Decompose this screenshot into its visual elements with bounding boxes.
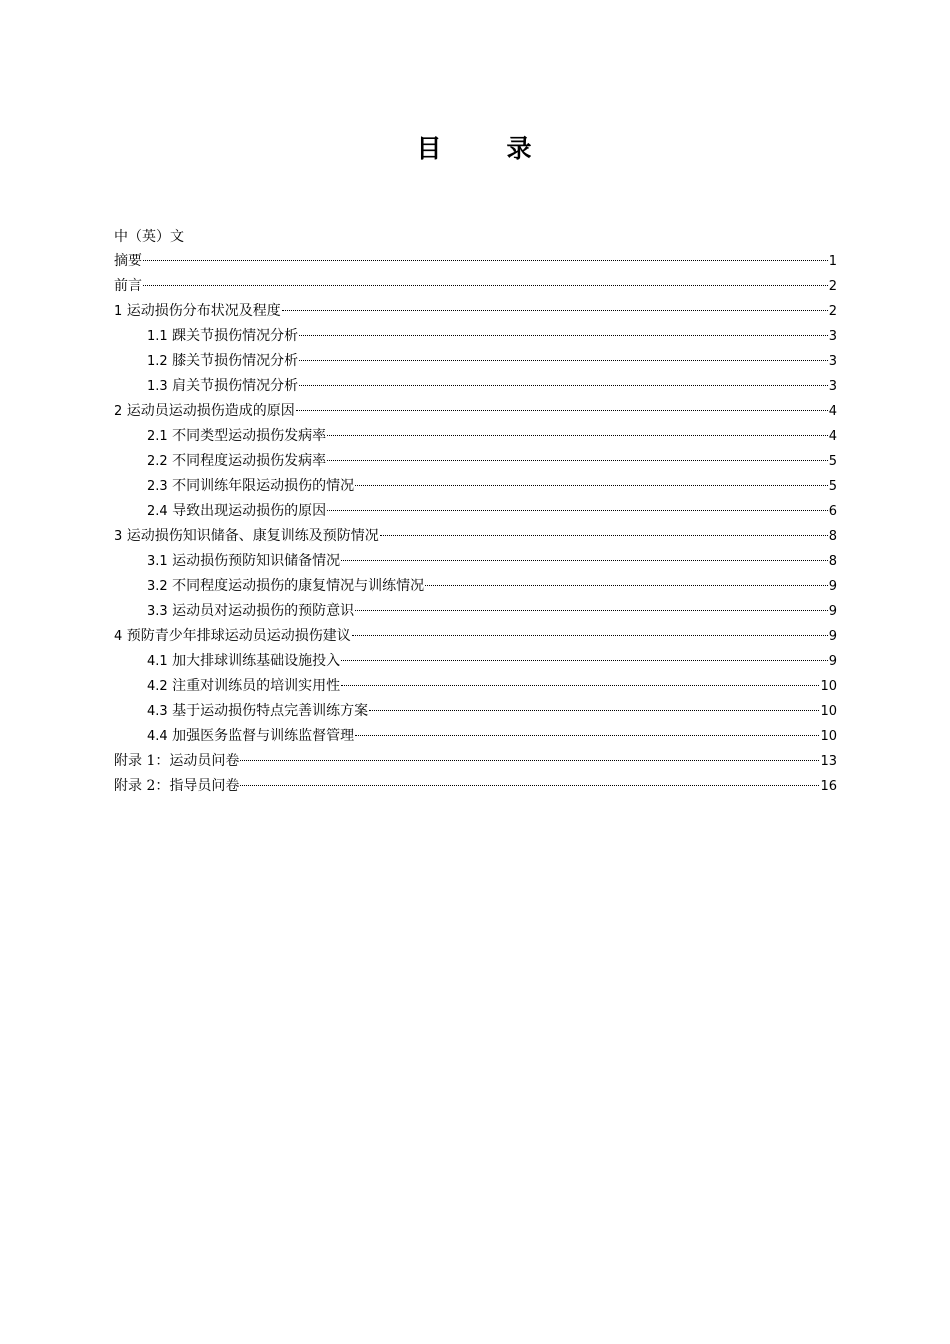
toc-entry-title: 摘要	[114, 253, 142, 269]
toc-entry-title: 加强医务监督与训练监督管理	[172, 728, 355, 744]
toc-dot-leader	[341, 660, 828, 661]
toc-page-number: 5	[828, 479, 837, 494]
toc-page-number: 1	[828, 254, 837, 269]
toc-dot-leader	[355, 610, 828, 611]
toc-entry-number: 2.2	[147, 454, 168, 469]
toc-entry-label	[147, 574, 424, 599]
toc-entry-label	[147, 724, 354, 749]
toc-entry[interactable]	[114, 674, 837, 699]
toc-entry-number: 3	[114, 529, 123, 544]
toc-entry-number: 3.1	[147, 554, 168, 569]
toc-entry[interactable]	[114, 349, 837, 374]
toc-entry[interactable]	[114, 749, 837, 774]
toc-entry-number: 4	[114, 629, 123, 644]
toc-dot-leader	[240, 785, 819, 786]
toc-entry[interactable]	[114, 249, 837, 274]
toc-page-number: 2	[828, 279, 837, 294]
toc-entry-label	[114, 249, 142, 274]
toc-entry[interactable]	[114, 724, 837, 749]
toc-dot-leader	[296, 410, 828, 411]
toc-page-number: 6	[828, 504, 837, 519]
toc-entry[interactable]	[114, 474, 837, 499]
toc-entry[interactable]	[114, 399, 837, 424]
toc-entry-label	[114, 399, 295, 424]
toc-entry-label	[147, 699, 368, 724]
toc-entry-title: 不同程度运动损伤发病率	[172, 453, 327, 469]
toc-entry-title: 预防青少年排球运动员运动损伤建议	[126, 628, 351, 644]
toc-dot-leader	[425, 585, 828, 586]
toc-dot-leader	[341, 560, 828, 561]
language-note: 中（英）文	[114, 229, 184, 245]
toc-entry-number: 3.3	[147, 604, 168, 619]
toc-entry-number: 4.4	[147, 729, 168, 744]
toc-entry-label	[147, 599, 354, 624]
toc-page-number: 8	[828, 554, 837, 569]
toc-dot-leader	[355, 735, 819, 736]
toc-entry-number: 2.1	[147, 429, 168, 444]
toc-entry-number: 1	[114, 304, 123, 319]
toc-dot-leader	[327, 435, 828, 436]
toc-page-number: 9	[828, 604, 837, 619]
toc-entry[interactable]	[114, 524, 837, 549]
toc-entry-label	[147, 324, 298, 349]
toc-entry-title: 运动损伤预防知识储备情况	[172, 553, 341, 569]
toc-entry[interactable]	[114, 599, 837, 624]
toc-entry-label	[114, 749, 239, 774]
toc-entry-label	[147, 424, 326, 449]
toc-page-number: 3	[828, 354, 837, 369]
toc-dot-leader	[327, 510, 828, 511]
toc-dot-leader	[355, 485, 828, 486]
toc-entry[interactable]	[114, 324, 837, 349]
toc-entry-title: 运动员运动损伤造成的原因	[126, 403, 295, 419]
toc-entry-number: 2.3	[147, 479, 168, 494]
toc-entry-number: 4.2	[147, 679, 168, 694]
toc-dot-leader	[143, 260, 828, 261]
toc-entry[interactable]	[114, 774, 837, 799]
page-title: 目 录	[416, 134, 552, 163]
toc-page-number: 16	[820, 779, 837, 794]
toc-entry-title: 附录 1：运动员问卷	[114, 753, 240, 769]
toc-entry-title: 注重对训练员的培训实用性	[172, 678, 341, 694]
toc-entry-title: 运动损伤知识储备、康复训练及预防情况	[126, 528, 379, 544]
toc-entry[interactable]	[114, 624, 837, 649]
toc-entry-title: 不同训练年限运动损伤的情况	[172, 478, 355, 494]
toc-page-number: 9	[828, 579, 837, 594]
toc-page-number: 2	[828, 304, 837, 319]
toc-dot-leader	[380, 535, 828, 536]
toc-entry-label	[147, 674, 340, 699]
toc-dot-leader	[282, 310, 828, 311]
toc-entry-title: 运动损伤分布状况及程度	[126, 303, 281, 319]
toc-dot-leader	[240, 760, 819, 761]
toc-entry-title: 前言	[114, 278, 142, 294]
toc-entry-label	[114, 624, 351, 649]
toc-entry-label	[114, 299, 281, 324]
toc-page-number: 5	[828, 454, 837, 469]
toc-entry-title: 不同类型运动损伤发病率	[172, 428, 327, 444]
toc-entry-number: 1.1	[147, 329, 168, 344]
toc-page-number: 10	[820, 729, 837, 744]
toc-entry-title: 导致出现运动损伤的原因	[172, 503, 327, 519]
toc-entry-title: 基于运动损伤特点完善训练方案	[172, 703, 369, 719]
toc-dot-leader	[299, 360, 828, 361]
toc-entry-title: 不同程度运动损伤的康复情况与训练情况	[172, 578, 425, 594]
toc-entry[interactable]	[114, 449, 837, 474]
toc-entry-title: 加大排球训练基础设施投入	[172, 653, 341, 669]
toc-entry-number: 2.4	[147, 504, 168, 519]
toc-entry-title: 膝关节损伤情况分析	[172, 353, 299, 369]
toc-entry-label	[147, 374, 298, 399]
toc-page-number: 13	[820, 754, 837, 769]
toc-entry-number: 2	[114, 404, 123, 419]
toc-page-number: 8	[828, 529, 837, 544]
toc-page-number: 10	[820, 679, 837, 694]
toc-page-number: 9	[828, 629, 837, 644]
toc-entry-label	[147, 499, 326, 524]
toc-dot-leader	[327, 460, 828, 461]
toc-page-number: 9	[828, 654, 837, 669]
toc-entry[interactable]	[114, 299, 837, 324]
toc-entry[interactable]	[114, 649, 837, 674]
toc-entry[interactable]	[114, 549, 837, 574]
toc-dot-leader	[143, 285, 828, 286]
toc-entry[interactable]	[114, 499, 837, 524]
toc-entry-number: 1.2	[147, 354, 168, 369]
toc-entry-label	[147, 549, 340, 574]
toc-entry[interactable]	[114, 574, 837, 599]
toc-entry-title: 踝关节损伤情况分析	[172, 328, 299, 344]
toc-entry-label	[147, 349, 298, 374]
toc-entry-number: 1.3	[147, 379, 168, 394]
toc-entry-label	[114, 524, 379, 549]
toc-dot-leader	[352, 635, 828, 636]
toc-entry-label	[114, 774, 239, 799]
toc-dot-leader	[369, 710, 819, 711]
toc-dot-leader	[299, 385, 828, 386]
toc-page-number: 3	[828, 379, 837, 394]
toc-entry[interactable]	[114, 699, 837, 724]
toc-entry-number: 3.2	[147, 579, 168, 594]
toc-entry-label	[114, 274, 142, 299]
toc-entry-title: 附录 2：指导员问卷	[114, 778, 240, 794]
toc-page-number: 4	[828, 429, 837, 444]
toc-page-number: 10	[820, 704, 837, 719]
toc-entry-label	[147, 474, 354, 499]
toc-entry[interactable]	[114, 274, 837, 299]
toc-entry[interactable]	[114, 424, 837, 449]
toc-entry-number: 4.3	[147, 704, 168, 719]
toc-entry-number: 4.1	[147, 654, 168, 669]
toc-entry-title: 运动员对运动损伤的预防意识	[172, 603, 355, 619]
toc-entry[interactable]	[114, 374, 837, 399]
toc-entry-title: 肩关节损伤情况分析	[172, 378, 299, 394]
toc-dot-leader	[341, 685, 819, 686]
toc-page-number: 4	[828, 404, 837, 419]
table-of-contents	[114, 249, 837, 799]
toc-dot-leader	[299, 335, 828, 336]
toc-entry-label	[147, 649, 340, 674]
toc-page-number: 3	[828, 329, 837, 344]
toc-entry-label	[147, 449, 326, 474]
